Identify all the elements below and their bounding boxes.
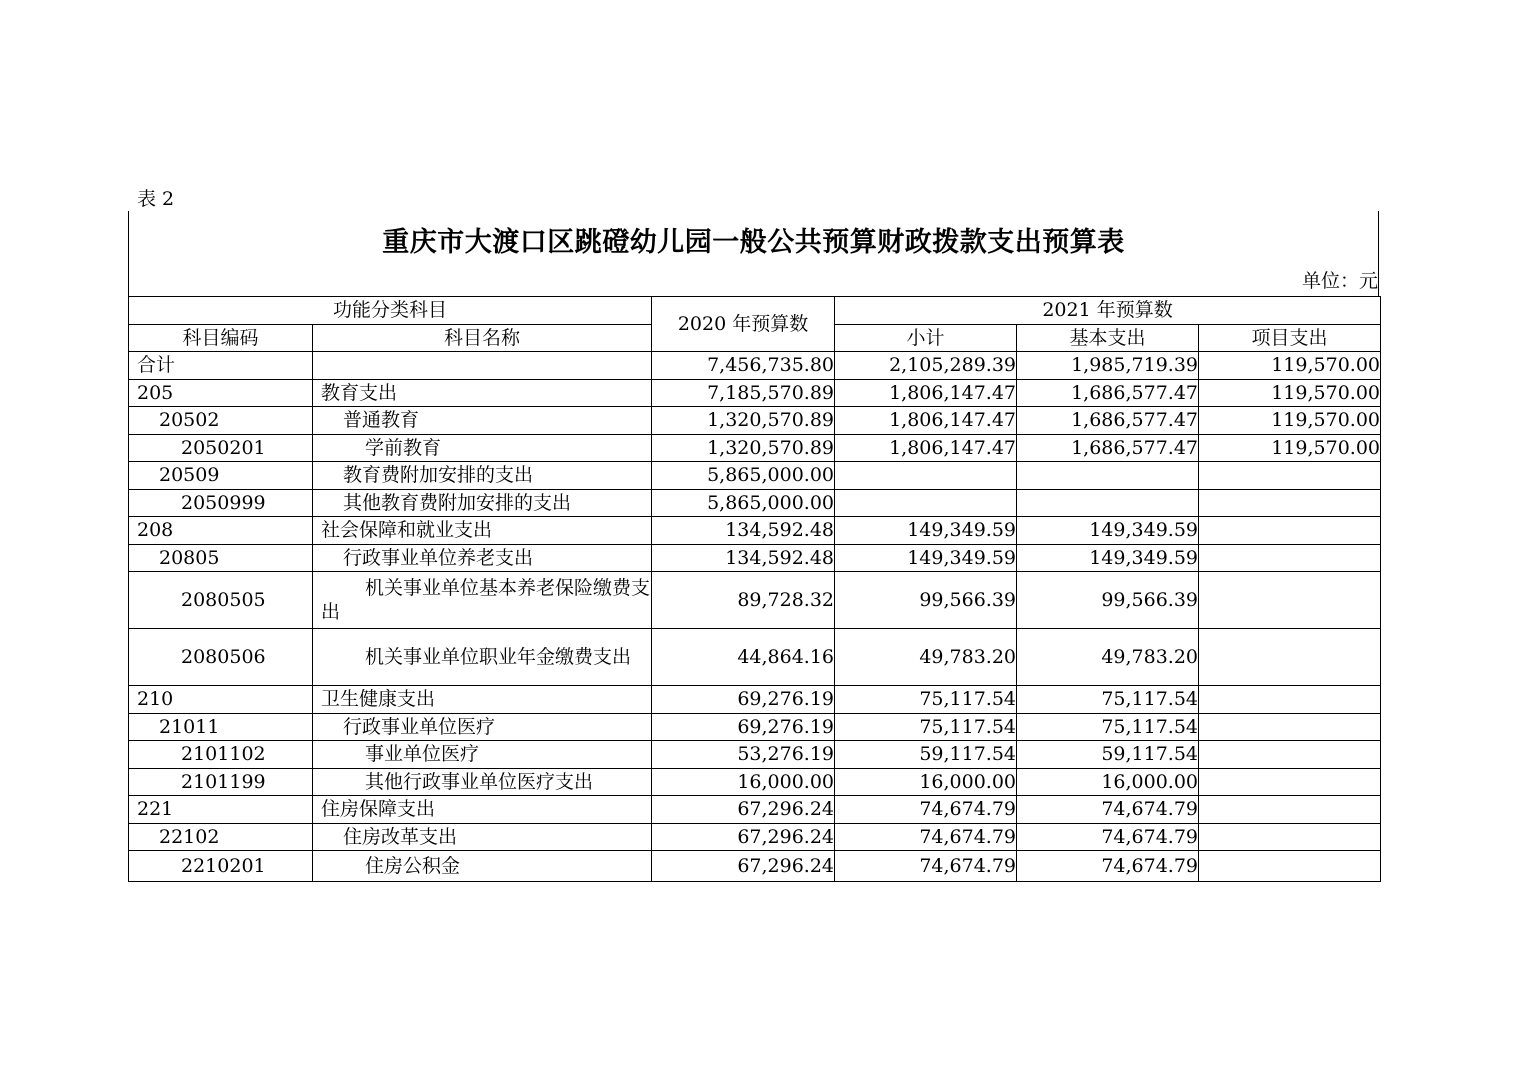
cell-b2020: 5,865,000.00 (652, 489, 835, 517)
cell-b2020: 53,276.19 (652, 741, 835, 769)
cell-name: 教育费附加安排的支出 (313, 462, 652, 490)
cell-subtotal: 74,674.79 (835, 851, 1017, 882)
cell-code: 20509 (129, 462, 313, 490)
cell-basic (1017, 489, 1199, 517)
cell-name (313, 352, 652, 380)
cell-subtotal: 149,349.59 (835, 544, 1017, 572)
cell-basic: 16,000.00 (1017, 768, 1199, 796)
cell-basic: 59,117.54 (1017, 741, 1199, 769)
cell-code: 208 (129, 517, 313, 545)
header-project: 项目支出 (1199, 324, 1381, 352)
cell-basic: 74,674.79 (1017, 796, 1199, 824)
header-name: 科目名称 (313, 324, 652, 352)
cell-subtotal: 1,806,147.47 (835, 379, 1017, 407)
cell-subtotal (835, 489, 1017, 517)
cell-project (1199, 629, 1381, 686)
table-row (129, 686, 1381, 714)
cell-basic: 1,686,577.47 (1017, 434, 1199, 462)
cell-code: 2050201 (129, 434, 313, 462)
cell-b2020: 67,296.24 (652, 823, 835, 851)
table-row (129, 407, 1381, 435)
cell-code: 221 (129, 796, 313, 824)
cell-name: 机关事业单位基本养老保险缴费支出 (313, 572, 652, 629)
cell-name: 卫生健康支出 (313, 686, 652, 714)
cell-code: 205 (129, 379, 313, 407)
table-row (129, 851, 1381, 882)
cell-name: 其他行政事业单位医疗支出 (313, 768, 652, 796)
cell-name: 行政事业单位养老支出 (313, 544, 652, 572)
cell-project: 119,570.00 (1199, 352, 1381, 380)
cell-code: 2080505 (129, 572, 313, 629)
cell-name: 其他教育费附加安排的支出 (313, 489, 652, 517)
cell-name: 事业单位医疗 (313, 741, 652, 769)
header-code: 科目编码 (129, 324, 313, 352)
table-row (129, 768, 1381, 796)
cell-code: 20502 (129, 407, 313, 435)
table-row (129, 713, 1381, 741)
header-row-1 (129, 297, 1381, 325)
cell-b2020: 69,276.19 (652, 686, 835, 714)
header-basic: 基本支出 (1017, 324, 1199, 352)
table-row (129, 352, 1381, 380)
budget-table (128, 296, 1381, 882)
cell-name: 住房保障支出 (313, 796, 652, 824)
cell-project (1199, 823, 1381, 851)
table-row (129, 434, 1381, 462)
cell-b2020: 5,865,000.00 (652, 462, 835, 490)
cell-b2020: 7,456,735.80 (652, 352, 835, 380)
cell-name: 教育支出 (313, 379, 652, 407)
cell-b2020: 134,592.48 (652, 544, 835, 572)
cell-b2020: 67,296.24 (652, 851, 835, 882)
cell-subtotal: 149,349.59 (835, 517, 1017, 545)
cell-subtotal: 74,674.79 (835, 796, 1017, 824)
table-label: 表 2 (137, 188, 175, 210)
cell-b2020: 67,296.24 (652, 796, 835, 824)
table-row (129, 823, 1381, 851)
cell-basic: 1,985,719.39 (1017, 352, 1199, 380)
table-row (129, 572, 1381, 629)
unit-label: 单位：元 (1301, 270, 1378, 292)
cell-project: 119,570.00 (1199, 434, 1381, 462)
cell-code: 2101199 (129, 768, 313, 796)
cell-project (1199, 686, 1381, 714)
cell-basic: 149,349.59 (1017, 544, 1199, 572)
cell-b2020: 16,000.00 (652, 768, 835, 796)
header-budget-2021: 2021 年预算数 (835, 297, 1381, 325)
cell-project (1199, 462, 1381, 490)
cell-basic: 75,117.54 (1017, 686, 1199, 714)
cell-code: 2080506 (129, 629, 313, 686)
cell-basic: 75,117.54 (1017, 713, 1199, 741)
table-row (129, 741, 1381, 769)
cell-project: 119,570.00 (1199, 407, 1381, 435)
cell-name: 住房改革支出 (313, 823, 652, 851)
cell-subtotal: 49,783.20 (835, 629, 1017, 686)
cell-project (1199, 741, 1381, 769)
cell-subtotal: 2,105,289.39 (835, 352, 1017, 380)
cell-b2020: 69,276.19 (652, 713, 835, 741)
table-row (129, 462, 1381, 490)
cell-name: 学前教育 (313, 434, 652, 462)
cell-basic: 74,674.79 (1017, 823, 1199, 851)
table-row (129, 489, 1381, 517)
cell-basic: 149,349.59 (1017, 517, 1199, 545)
header-func-category: 功能分类科目 (129, 297, 652, 325)
cell-basic: 99,566.39 (1017, 572, 1199, 629)
header-budget-2020: 2020 年预算数 (652, 297, 835, 352)
table-row (129, 796, 1381, 824)
cell-basic: 1,686,577.47 (1017, 379, 1199, 407)
cell-project (1199, 851, 1381, 882)
cell-code: 2210201 (129, 851, 313, 882)
cell-b2020: 44,864.16 (652, 629, 835, 686)
cell-code: 21011 (129, 713, 313, 741)
cell-subtotal: 99,566.39 (835, 572, 1017, 629)
cell-project: 119,570.00 (1199, 379, 1381, 407)
cell-basic: 74,674.79 (1017, 851, 1199, 882)
cell-subtotal: 75,117.54 (835, 686, 1017, 714)
cell-basic: 49,783.20 (1017, 629, 1199, 686)
cell-code: 210 (129, 686, 313, 714)
cell-subtotal (835, 462, 1017, 490)
cell-project (1199, 768, 1381, 796)
table-row (129, 629, 1381, 686)
cell-name: 机关事业单位职业年金缴费支出 (313, 629, 652, 686)
cell-name: 社会保障和就业支出 (313, 517, 652, 545)
cell-code: 合计 (129, 352, 313, 380)
cell-project (1199, 517, 1381, 545)
cell-name: 住房公积金 (313, 851, 652, 882)
cell-project (1199, 544, 1381, 572)
cell-project (1199, 572, 1381, 629)
cell-code: 22102 (129, 823, 313, 851)
cell-subtotal: 1,806,147.47 (835, 434, 1017, 462)
cell-b2020: 89,728.32 (652, 572, 835, 629)
cell-subtotal: 59,117.54 (835, 741, 1017, 769)
table-row (129, 517, 1381, 545)
cell-code: 2101102 (129, 741, 313, 769)
header-subtotal: 小计 (835, 324, 1017, 352)
cell-code: 20805 (129, 544, 313, 572)
table-row (129, 379, 1381, 407)
cell-code: 2050999 (129, 489, 313, 517)
cell-project (1199, 489, 1381, 517)
cell-basic: 1,686,577.47 (1017, 407, 1199, 435)
cell-subtotal: 1,806,147.47 (835, 407, 1017, 435)
cell-subtotal: 16,000.00 (835, 768, 1017, 796)
cell-b2020: 134,592.48 (652, 517, 835, 545)
page-title: 重庆市大渡口区跳磴幼儿园一般公共预算财政拨款支出预算表 (382, 227, 1125, 258)
cell-project (1199, 713, 1381, 741)
cell-b2020: 1,320,570.89 (652, 407, 835, 435)
cell-name: 行政事业单位医疗 (313, 713, 652, 741)
table-row (129, 544, 1381, 572)
cell-subtotal: 75,117.54 (835, 713, 1017, 741)
cell-name: 普通教育 (313, 407, 652, 435)
cell-b2020: 1,320,570.89 (652, 434, 835, 462)
cell-b2020: 7,185,570.89 (652, 379, 835, 407)
cell-project (1199, 796, 1381, 824)
cell-subtotal: 74,674.79 (835, 823, 1017, 851)
cell-basic (1017, 462, 1199, 490)
